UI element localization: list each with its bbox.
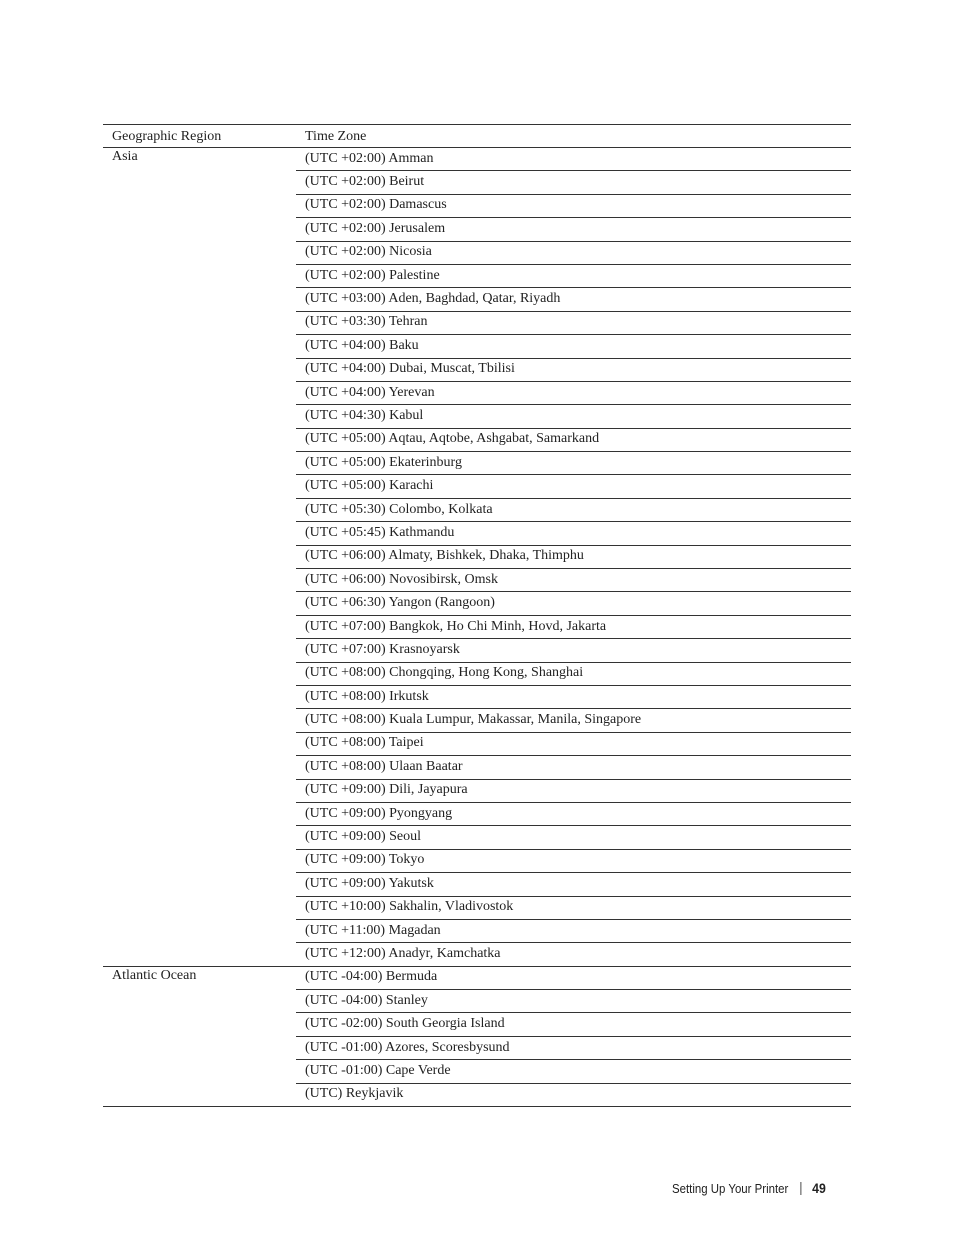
time-zone-cell: (UTC -01:00) Azores, Scoresbysund [296, 1036, 851, 1059]
region-group [103, 966, 851, 1106]
time-zone-cell: (UTC +02:00) Palestine [296, 264, 851, 287]
time-zone-cell: (UTC -04:00) Stanley [296, 990, 851, 1013]
table-header-row [103, 125, 851, 148]
time-zone-cell: (UTC +04:00) Yerevan [296, 381, 851, 404]
time-zone-cell: (UTC +02:00) Damascus [296, 194, 851, 217]
time-zone-cell: (UTC +08:00) Chongqing, Hong Kong, Shanghai [296, 662, 851, 685]
time-zone-cell: (UTC -04:00) Bermuda [296, 966, 851, 989]
header-time-zone: Time Zone [296, 125, 851, 148]
time-zone-cell: (UTC +11:00) Magadan [296, 919, 851, 942]
time-zone-cell: (UTC +05:00) Karachi [296, 475, 851, 498]
time-zone-cell: (UTC +02:00) Jerusalem [296, 218, 851, 241]
table-row [103, 966, 851, 989]
time-zone-cell: (UTC +02:00) Nicosia [296, 241, 851, 264]
time-zone-cell: (UTC +04:00) Dubai, Muscat, Tbilisi [296, 358, 851, 381]
time-zone-cell: (UTC +07:00) Bangkok, Ho Chi Minh, Hovd, Jakarta [296, 615, 851, 638]
time-zone-cell: (UTC +10:00) Sakhalin, Vladivostok [296, 896, 851, 919]
time-zone-cell: (UTC +03:00) Aden, Baghdad, Qatar, Riyadh [296, 288, 851, 311]
time-zone-table [103, 124, 851, 1107]
time-zone-cell: (UTC +08:00) Kuala Lumpur, Makassar, Manila, Singapore [296, 709, 851, 732]
time-zone-cell: (UTC +04:00) Baku [296, 335, 851, 358]
time-zone-cell: (UTC +09:00) Seoul [296, 826, 851, 849]
footer-divider [801, 1182, 802, 1195]
time-zone-cell: (UTC +08:00) Irkutsk [296, 685, 851, 708]
time-zone-cell: (UTC +08:00) Taipei [296, 732, 851, 755]
time-zone-cell: (UTC +06:00) Novosibirsk, Omsk [296, 569, 851, 592]
time-zone-cell: (UTC +07:00) Krasnoyarsk [296, 639, 851, 662]
time-zone-cell: (UTC +09:00) Yakutsk [296, 873, 851, 896]
time-zone-cell: (UTC +04:30) Kabul [296, 405, 851, 428]
time-zone-cell: (UTC +05:00) Aqtau, Aqtobe, Ashgabat, Samarkand [296, 428, 851, 451]
time-zone-cell: (UTC -02:00) South Georgia Island [296, 1013, 851, 1036]
page-footer [672, 1180, 826, 1196]
region-cell: Atlantic Ocean [103, 966, 296, 1106]
time-zone-cell: (UTC +12:00) Anadyr, Kamchatka [296, 943, 851, 966]
time-zone-cell: (UTC +05:45) Kathmandu [296, 522, 851, 545]
header-geographic-region: Geographic Region [103, 125, 296, 148]
table-row [103, 148, 851, 171]
time-zone-cell: (UTC +09:00) Pyongyang [296, 802, 851, 825]
time-zone-cell: (UTC +06:00) Almaty, Bishkek, Dhaka, Thimphu [296, 545, 851, 568]
time-zone-cell: (UTC -01:00) Cape Verde [296, 1060, 851, 1083]
page-number: 49 [812, 1180, 826, 1196]
time-zone-cell: (UTC +06:30) Yangon (Rangoon) [296, 592, 851, 615]
footer-section-title: Setting Up Your Printer [672, 1180, 789, 1196]
time-zone-cell: (UTC +08:00) Ulaan Baatar [296, 756, 851, 779]
time-zone-cell: (UTC +09:00) Tokyo [296, 849, 851, 872]
time-zone-cell: (UTC) Reykjavik [296, 1083, 851, 1106]
time-zone-cell: (UTC +09:00) Dili, Jayapura [296, 779, 851, 802]
time-zone-cell: (UTC +05:30) Colombo, Kolkata [296, 498, 851, 521]
time-zone-cell: (UTC +02:00) Beirut [296, 171, 851, 194]
time-zone-cell: (UTC +02:00) Amman [305, 150, 434, 166]
region-group [103, 148, 851, 967]
time-zone-cell: (UTC +05:00) Ekaterinburg [296, 452, 851, 475]
time-zone-cell: (UTC +03:30) Tehran [296, 311, 851, 334]
region-cell: Asia [112, 149, 138, 164]
